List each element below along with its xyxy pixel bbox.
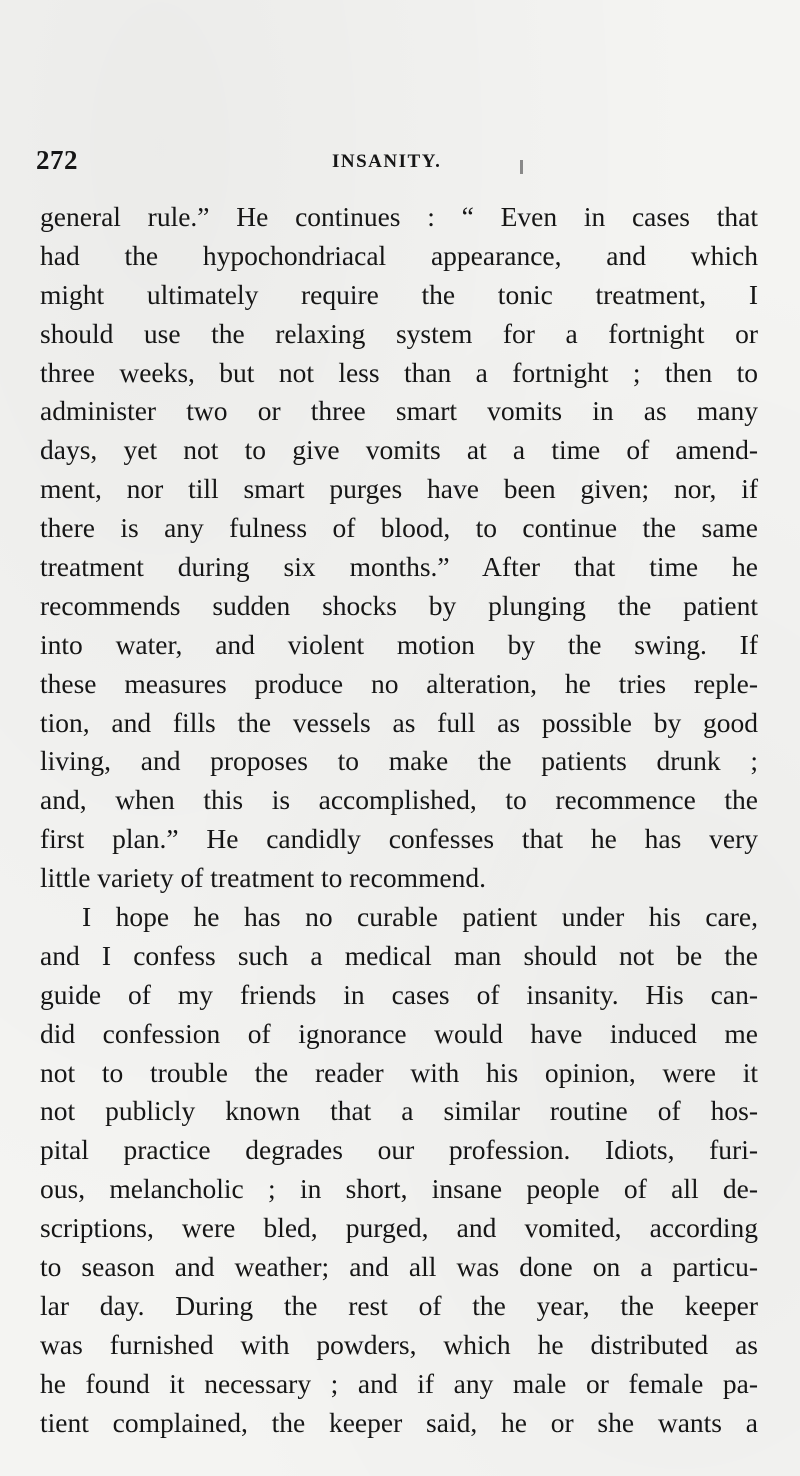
text-line: general rule.” He continues : “ Even in cases that [40, 201, 758, 232]
text-line: ment, nor till smart purges have been given; nor, if [40, 473, 758, 505]
text-line: was furnished with powders, which he distributed as [40, 1328, 758, 1360]
text-line: administer two or three smart vomits in as many [40, 395, 758, 427]
paragraph-end-line: little variety of treatment to recommend. [40, 862, 486, 894]
text-line: not publicly known that a similar routine of hos- [40, 1095, 758, 1127]
text-line: guide of my friends in cases of insanity. His can- [40, 978, 758, 1010]
text-line: these measures produce no alteration, he tries reple- [40, 667, 758, 699]
running-title: INSANITY. [332, 151, 442, 172]
text-line: pital practice degrades our profession. Idiots, furi- [40, 1134, 758, 1166]
text-line: three weeks, but not less than a fortnight ; then to [40, 356, 758, 388]
text-line: ous, melancholic ; in short, insane people of all de- [40, 1173, 758, 1205]
ink-speck [520, 160, 523, 174]
text-line: had the hypochondriacal appearance, and which [40, 239, 758, 271]
text-line: might ultimately require the tonic treatment, I [40, 278, 758, 310]
page-number: 272 [36, 145, 78, 175]
text-line: living, and proposes to make the patients drunk ; [40, 745, 758, 777]
text-line: first plan.” He candidly confesses that he has very [40, 823, 758, 855]
text-line: and, when this is accomplished, to recommence the [40, 784, 758, 816]
running-head [36, 145, 760, 185]
text-line: into water, and violent motion by the swing. If [40, 628, 758, 660]
text-line: and I confess such a medical man should not be the [40, 939, 758, 971]
text-line: treatment during six months.” After that time he [40, 551, 758, 583]
text-line: not to trouble the reader with his opinion, were it [40, 1056, 758, 1088]
text-line: tion, and fills the vessels as full as possible by good [40, 706, 758, 738]
paragraph-start-line: I hope he has no curable patient under his care, [82, 901, 758, 933]
text-line: there is any fulness of blood, to continue the same [40, 512, 758, 544]
text-line: days, yet not to give vomits at a time of amend- [40, 434, 758, 466]
text-line: recommends sudden shocks by plunging the patient [40, 589, 758, 621]
text-line: did confession of ignorance would have induced me [40, 1017, 758, 1049]
text-line: should use the relaxing system for a fortnight or [40, 317, 758, 349]
text-line: tient complained, the keeper said, he or she wants a [40, 1406, 758, 1438]
text-line: he found it necessary ; and if any male or female pa- [40, 1367, 758, 1399]
body-text [40, 198, 758, 1443]
text-line: lar day. During the rest of the year, the keeper [40, 1289, 758, 1321]
text-line: to season and weather; and all was done on a particu- [40, 1251, 758, 1283]
text-line: scriptions, were bled, purged, and vomited, according [40, 1212, 758, 1244]
